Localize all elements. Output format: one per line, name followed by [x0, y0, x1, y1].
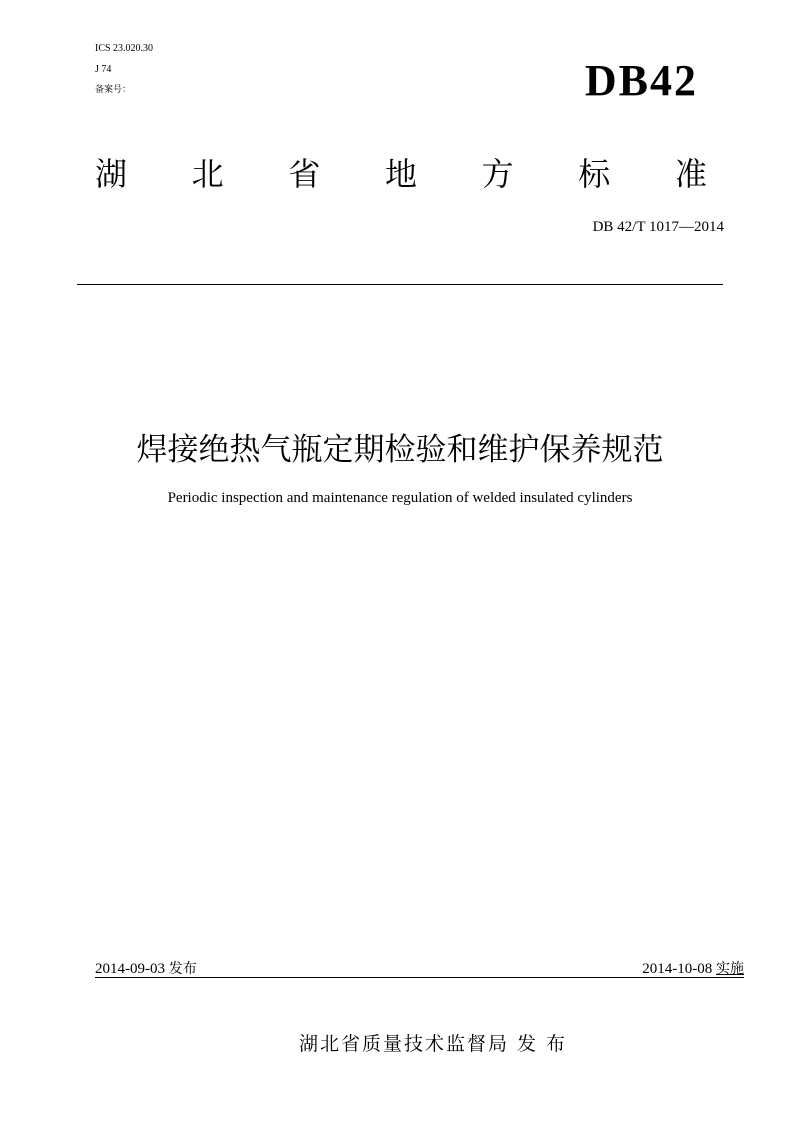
record-number-label: 备案号：: [95, 85, 132, 95]
standard-type-char: 地: [384, 155, 417, 193]
standard-number: DB 42/T 1017—2014: [592, 219, 724, 235]
ccs-code: J 74: [95, 64, 112, 75]
standard-type-heading: [95, 152, 707, 196]
standard-type-char: 北: [191, 155, 224, 193]
bottom-divider: [95, 977, 744, 978]
publish-date-value: 2014-09-03: [95, 961, 165, 977]
issuing-authority: 湖北省质量技术监督局 发 布: [298, 1033, 568, 1055]
top-divider: [77, 284, 723, 285]
ics-code: ICS 23.020.30: [95, 43, 154, 54]
standard-type-char: 准: [674, 155, 707, 193]
standard-type-char: 标: [578, 155, 611, 193]
document-title-chinese: 焊接绝热气瓶定期检验和维护保养规范: [136, 432, 664, 468]
publish-label: 发布: [168, 961, 197, 977]
standard-type-char: 湖: [95, 155, 128, 193]
standard-type-char: 方: [481, 155, 514, 193]
document-title-english: Periodic inspection and maintenance regulation of welded insulated cylinders: [167, 490, 633, 506]
standard-type-char: 省: [288, 155, 321, 193]
db42-logo: DB42: [584, 56, 698, 105]
implement-date-value: 2014-10-08: [642, 961, 713, 977]
implement-label: 实施: [716, 961, 744, 977]
